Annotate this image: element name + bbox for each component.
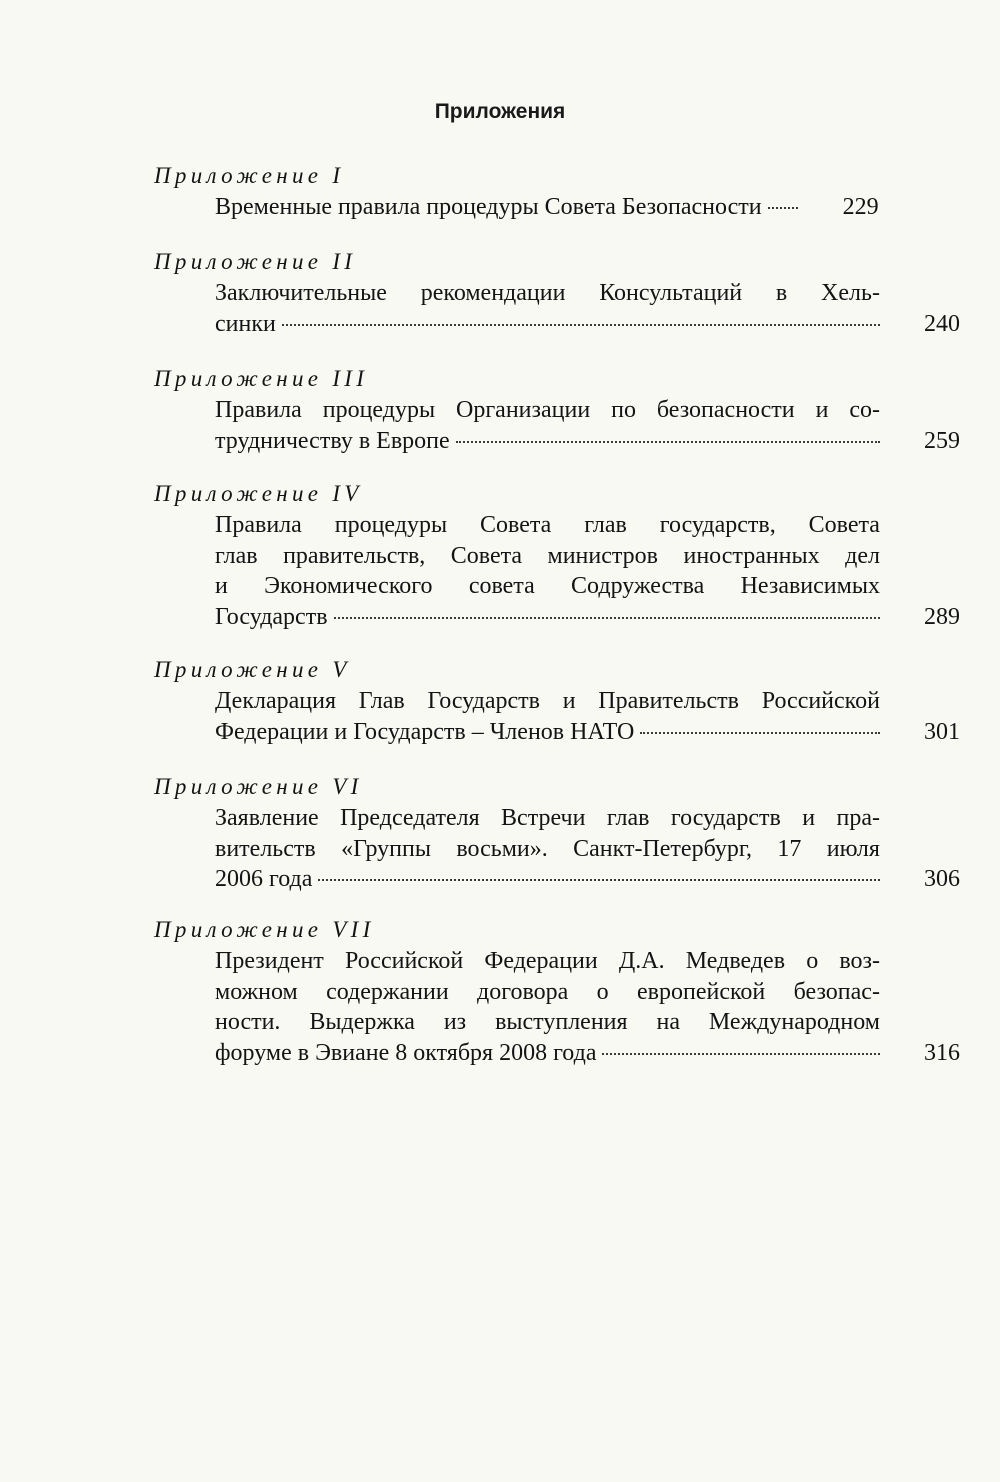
page-number: 229 xyxy=(842,194,879,220)
appendix-label: Приложение V xyxy=(154,657,351,682)
appendix-title xyxy=(215,946,960,1068)
appendix-title xyxy=(215,278,960,339)
appendix-label: Приложение IV xyxy=(154,481,363,506)
title-line: Декларация Глав Государств и Правительств Российской xyxy=(215,688,880,714)
title-line: синки 240 xyxy=(215,309,960,340)
appendix-label: Приложение I xyxy=(154,163,345,188)
title-line: глав правительств, Совета министров иностранных дел xyxy=(215,542,880,569)
page-number: 301 xyxy=(924,718,960,745)
dot-leader xyxy=(602,1052,880,1055)
appendix-title xyxy=(215,803,960,895)
dot-leader xyxy=(318,878,880,881)
page-number: 259 xyxy=(924,427,960,454)
appendix-title xyxy=(215,395,960,456)
title-line: Временные правила процедуры Совета Безопасности 229 xyxy=(215,192,960,223)
title-line: Президент Российской Федерации Д.А. Медведев о воз- xyxy=(215,948,880,974)
page-number: 240 xyxy=(924,310,960,337)
appendix-label: Приложение III xyxy=(154,366,369,391)
appendix-title xyxy=(215,686,960,747)
title-line: Заявление Председателя Встречи глав государств и пра- xyxy=(215,805,880,831)
dot-leader xyxy=(768,206,798,209)
appendix-label: Приложение VI xyxy=(154,774,363,799)
dot-leader xyxy=(282,323,880,326)
title-line: 2006 года 306 xyxy=(215,864,960,895)
title-line: Правила процедуры Совета глав государств, Совета xyxy=(215,512,880,538)
page-number: 306 xyxy=(924,866,960,892)
dot-leader xyxy=(456,440,880,443)
section-heading: Приложения xyxy=(434,100,566,123)
appendix-title xyxy=(215,192,960,223)
title-line: Заключительные рекомендации Консультаций в Хель- xyxy=(215,280,880,306)
title-line: вительств «Группы восьми». Санкт-Петербург, 17 июля xyxy=(215,835,880,862)
title-line: трудничеству в Европе 259 xyxy=(215,426,960,457)
title-line: Государств 289 xyxy=(215,602,960,633)
title-line: Федерации и Государств – Членов НАТО 301 xyxy=(215,717,960,748)
appendix-label: Приложение VII xyxy=(154,917,375,942)
appendix-label: Приложение II xyxy=(154,249,357,274)
dot-leader xyxy=(640,731,880,734)
title-line: и Экономического совета Содружества Независимых xyxy=(215,573,880,599)
title-line: ности. Выдержка из выступления на Международном xyxy=(215,1009,880,1035)
title-line: форуме в Эвиане 8 октября 2008 года 316 xyxy=(215,1038,960,1069)
page-number: 289 xyxy=(924,603,960,630)
dot-leader xyxy=(334,616,880,619)
title-line: Правила процедуры Организации по безопасности и со- xyxy=(215,397,880,423)
appendix-title xyxy=(215,510,960,632)
title-line: можном содержании договора о европейской безопас- xyxy=(215,978,880,1005)
page-number: 316 xyxy=(924,1039,960,1066)
